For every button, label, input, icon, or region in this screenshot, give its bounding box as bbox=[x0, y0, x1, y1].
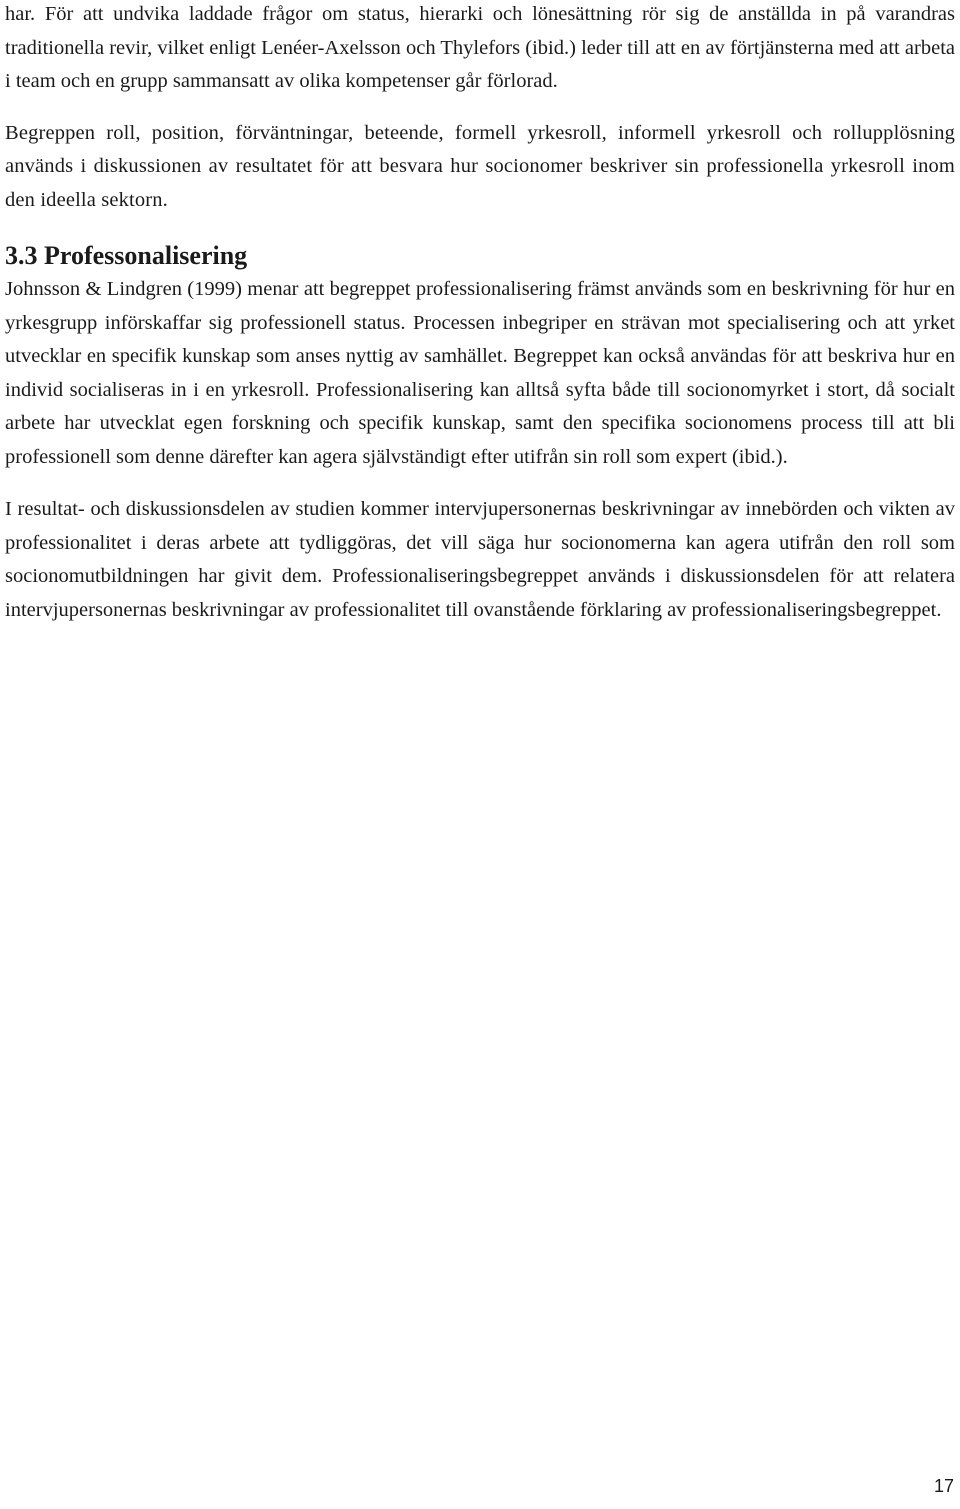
paragraph-results-discussion: I resultat- och diskussionsdelen av studien kommer intervjupersonernas beskrivningar av innebörden och vikten av professionalitet i deras arbete att tydliggöras, det vill säga hur socionomerna kan agera utifrån den roll som socionomutbildningen har givit dem. Professionaliseringsbegreppet används i diskussionsdelen för att relatera intervjupersonernas beskrivningar av professionalitet till ovanstående förklaring av professionaliseringsbegreppet. bbox=[5, 498, 955, 621]
paragraph-concepts: Begreppen roll, position, förväntningar, beteende, formell yrkesroll, informell yrkesroll och rollupplösning används i diskussionen av resultatet för att besvara hur socionomer beskriver sin professionella yrkesroll inom den ideella sektorn. bbox=[5, 121, 955, 211]
section-heading: 3.3 Professonalisering bbox=[5, 241, 248, 270]
document-page bbox=[5, 0, 955, 627]
paragraph-professionalization-definition: Johnsson & Lindgren (1999) menar att begreppet professionalisering främst används som en beskrivning för hur en yrkesgrupp införskaffar sig professionell status. Processen inbegriper en strävan mot specialisering och att yrket utvecklar en specifik kunskap som anses nyttig av samhället. Begreppet kan också användas för att beskriva hur en individ socialiseras in i en yrkesroll. Professionalisering kan alltså syfta både till socionomyrket i stort, då socialt arbete har utvecklat egen forskning och specifik kunskap, samt den specifika socionomens process till att bli professionell som denne därefter kan agera självständigt efter utifrån sin roll som expert (ibid.). bbox=[5, 278, 955, 468]
page-number: 17 bbox=[933, 1476, 954, 1496]
paragraph-intro-continuation: har. För att undvika laddade frågor om status, hierarki och lönesättning rör sig de anställda in på varandras traditionella revir, vilket enligt Lenéer-Axelsson och Thylefors (ibid.) leder till att en av förtjänsterna med att arbeta i team och en grupp sammansatt av olika kompetenser går förlorad. bbox=[5, 3, 955, 92]
